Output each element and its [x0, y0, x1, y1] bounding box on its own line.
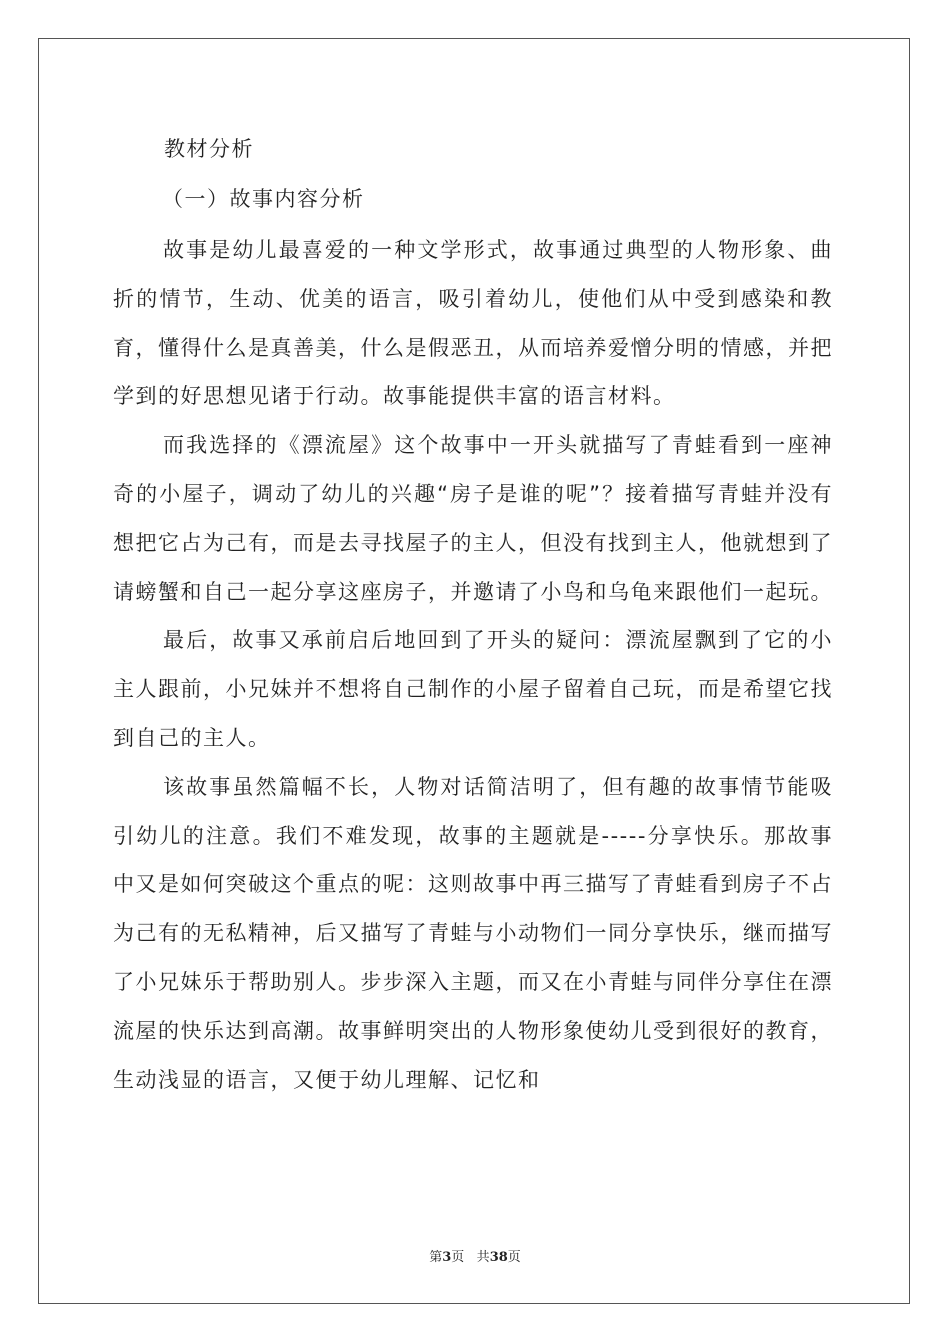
page-unit: 页	[451, 1250, 465, 1265]
paragraph-1: 故事是幼儿最喜爱的一种文学形式，故事通过典型的人物形象、曲折的情节，生动、优美的语言，吸引着幼儿，使他们从中受到感染和教育，懂得什么是真善美，什么是假恶丑，从而培养爱憎分明的情感，并把学到的好思想见诸于行动。故事能提供丰富的语言材料。	[113, 238, 833, 409]
body-text	[113, 226, 833, 1104]
page-footer	[0, 1246, 950, 1265]
total-pages: 38	[489, 1250, 508, 1265]
paragraph-4: 该故事虽然篇幅不长，人物对话简洁明了，但有趣的故事情节能吸引幼儿的注意。我们不难发现，故事的主题就是-----分享快乐。那故事中又是如何突破这个重点的呢：这则故事中再三描写了青蛙看到房子不占为己有的无私精神，后又描写了青蛙与小动物们一同分享快乐，继而描写了小兄妹乐于帮助别人。步步深入主题，而又在小青蛙与同伴分享住在漂流屋的快乐达到高潮。故事鲜明突出的人物形象使幼儿受到很好的教育，生动浅显的语言，又便于幼儿理解、记忆和	[113, 774, 833, 1092]
page-number: 3	[442, 1250, 452, 1265]
subsection-title: （一）故事内容分析	[162, 187, 365, 211]
section-title: 教材分析	[164, 137, 254, 161]
total-unit: 页	[507, 1250, 521, 1265]
page-prefix: 第	[429, 1250, 443, 1265]
paragraph-3: 最后，故事又承前启后地回到了开头的疑问：漂流屋飘到了它的小主人跟前，小兄妹并不想将自己制作的小屋子留着自己玩，而是希望它找到自己的主人。	[113, 628, 833, 750]
total-prefix: 共	[476, 1250, 490, 1265]
paragraph-2: 而我选择的《漂流屋》这个故事中一开头就描写了青蛙看到一座神奇的小屋子，调动了幼儿的兴趣“房子是谁的呢”？接着描写青蛙并没有想把它占为己有，而是去寻找屋子的主人，但没有找到主人，他就想到了请螃蟹和自己一起分享这座房子，并邀请了小鸟和乌龟来跟他们一起玩。	[113, 433, 833, 604]
